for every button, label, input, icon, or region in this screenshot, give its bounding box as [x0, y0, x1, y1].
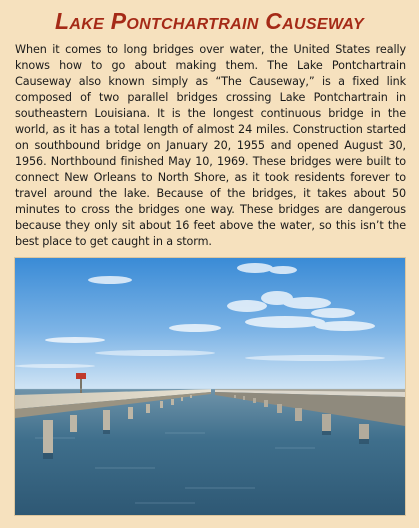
page-title: Lake Pontchartrain Causeway	[55, 8, 364, 34]
road-sign	[76, 373, 86, 379]
sky	[15, 258, 405, 391]
causeway-photo	[15, 258, 405, 515]
article-paragraph: When it comes to long bridges over water, the United States really knows how to go about making them. The Lake Pontchartrain Causeway also known simply as “The Causeway,” is a fixed link composed of two parallel bridges crossing Lake Pontchartrain in southeastern Louisiana. It is the longest continuous bridge in the world, as it has a total length of almost 24 miles. Construction started on southbound bridge on January 20, 1955 and opened August 30, 1956. Northbound finished May 10, 1969. These bridges were built to connect New Orleans to North Shore, as it took residents forever to travel around the lake. Because of the bridges, it takes about 50 minutes to cross the bridges one way. These bridges are dangerous because they only sit about 16 feet above the water, so this isn’t the best place to get caught in a storm.	[15, 43, 406, 248]
